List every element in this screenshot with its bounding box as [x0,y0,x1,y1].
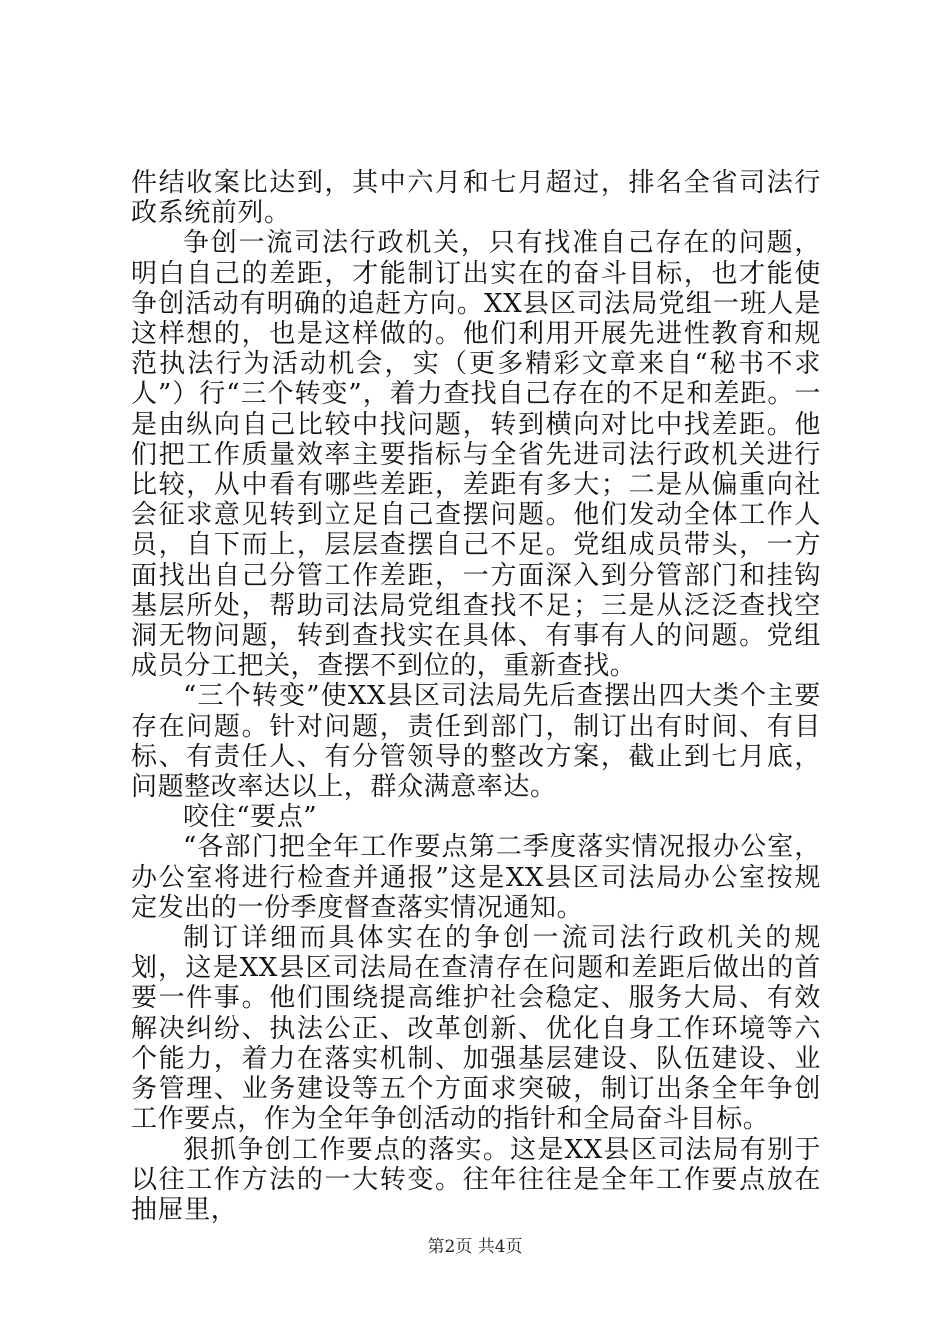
paragraph-6: 制订详细而具体实在的争创一流司法行政机关的规划，这是XX县区司法局在查清存在问题和差距后做出的首要一件事。他们围绕提高维护社会稳定、服务大局、有效解决纠纷、执法公正、改革创新、优化自身工作环境等六个能力，着力在落实机制、加强基层建设、队伍建设、业务管理、业务建设等五个方面求突破，制订出条全年争创工作要点，作为全年争创活动的指针和全局奋斗目标。 [131,923,821,1135]
paragraph-7: 狠抓争创工作要点的落实。这是XX县区司法局有别于以往工作方法的一大转变。往年往往是全年工作要点放在抽屉里， [131,1134,821,1225]
paragraph-5: “各部门把全年工作要点第二季度落实情况报办公室，办公室将进行检查并通报”这是XX县区司法局办公室按规定发出的一份季度督查落实情况通知。 [131,832,821,923]
paragraph-3: “三个转变”使XX县区司法局先后查摆出四大类个主要存在问题。针对问题，责任到部门，制订出有时间、有目标、有责任人、有分管领导的整改方案，截止到七月底，问题整改率达以上，群众满意率达。 [131,681,821,803]
section-heading: 咬住“要点” [183,802,318,833]
document-body [131,168,821,1225]
paragraph-2: 争创一流司法行政机关，只有找准自己存在的问题，明白自己的差距，才能制订出实在的奋斗目标，也才能使争创活动有明确的追赶方向。XX县区司法局党组一班人是这样想的，也是这样做的。他们利用开展先进性教育和规范执法行为活动机会，实（更多精彩文章来自“秘书不求人”）行“三个转变”，着力查找自己存在的不足和差距。一是由纵向自己比较中找问题，转到横向对比中找差距。他们把工作质量效率主要指标与全省先进司法行政机关进行比较，从中看有哪些差距，差距有多大；二是从偏重向社会征求意见转到立足自己查摆问题。他们发动全体工作人员，自下而上，层层查摆自己不足。党组成员带头，一方面找出自己分管工作差距，一方面深入到分管部门和挂钩基层所处，帮助司法局党组查找不足；三是从泛泛查找空洞无物问题，转到查找实在具体、有事有人的问题。党组成员分工把关，查摆不到位的，重新查找。 [131,228,821,682]
paragraph-1: 件结收案比达到，其中六月和七月超过，排名全省司法行政系统前列。 [131,168,821,229]
page-footer: 第2页 共4页 [427,1237,523,1257]
